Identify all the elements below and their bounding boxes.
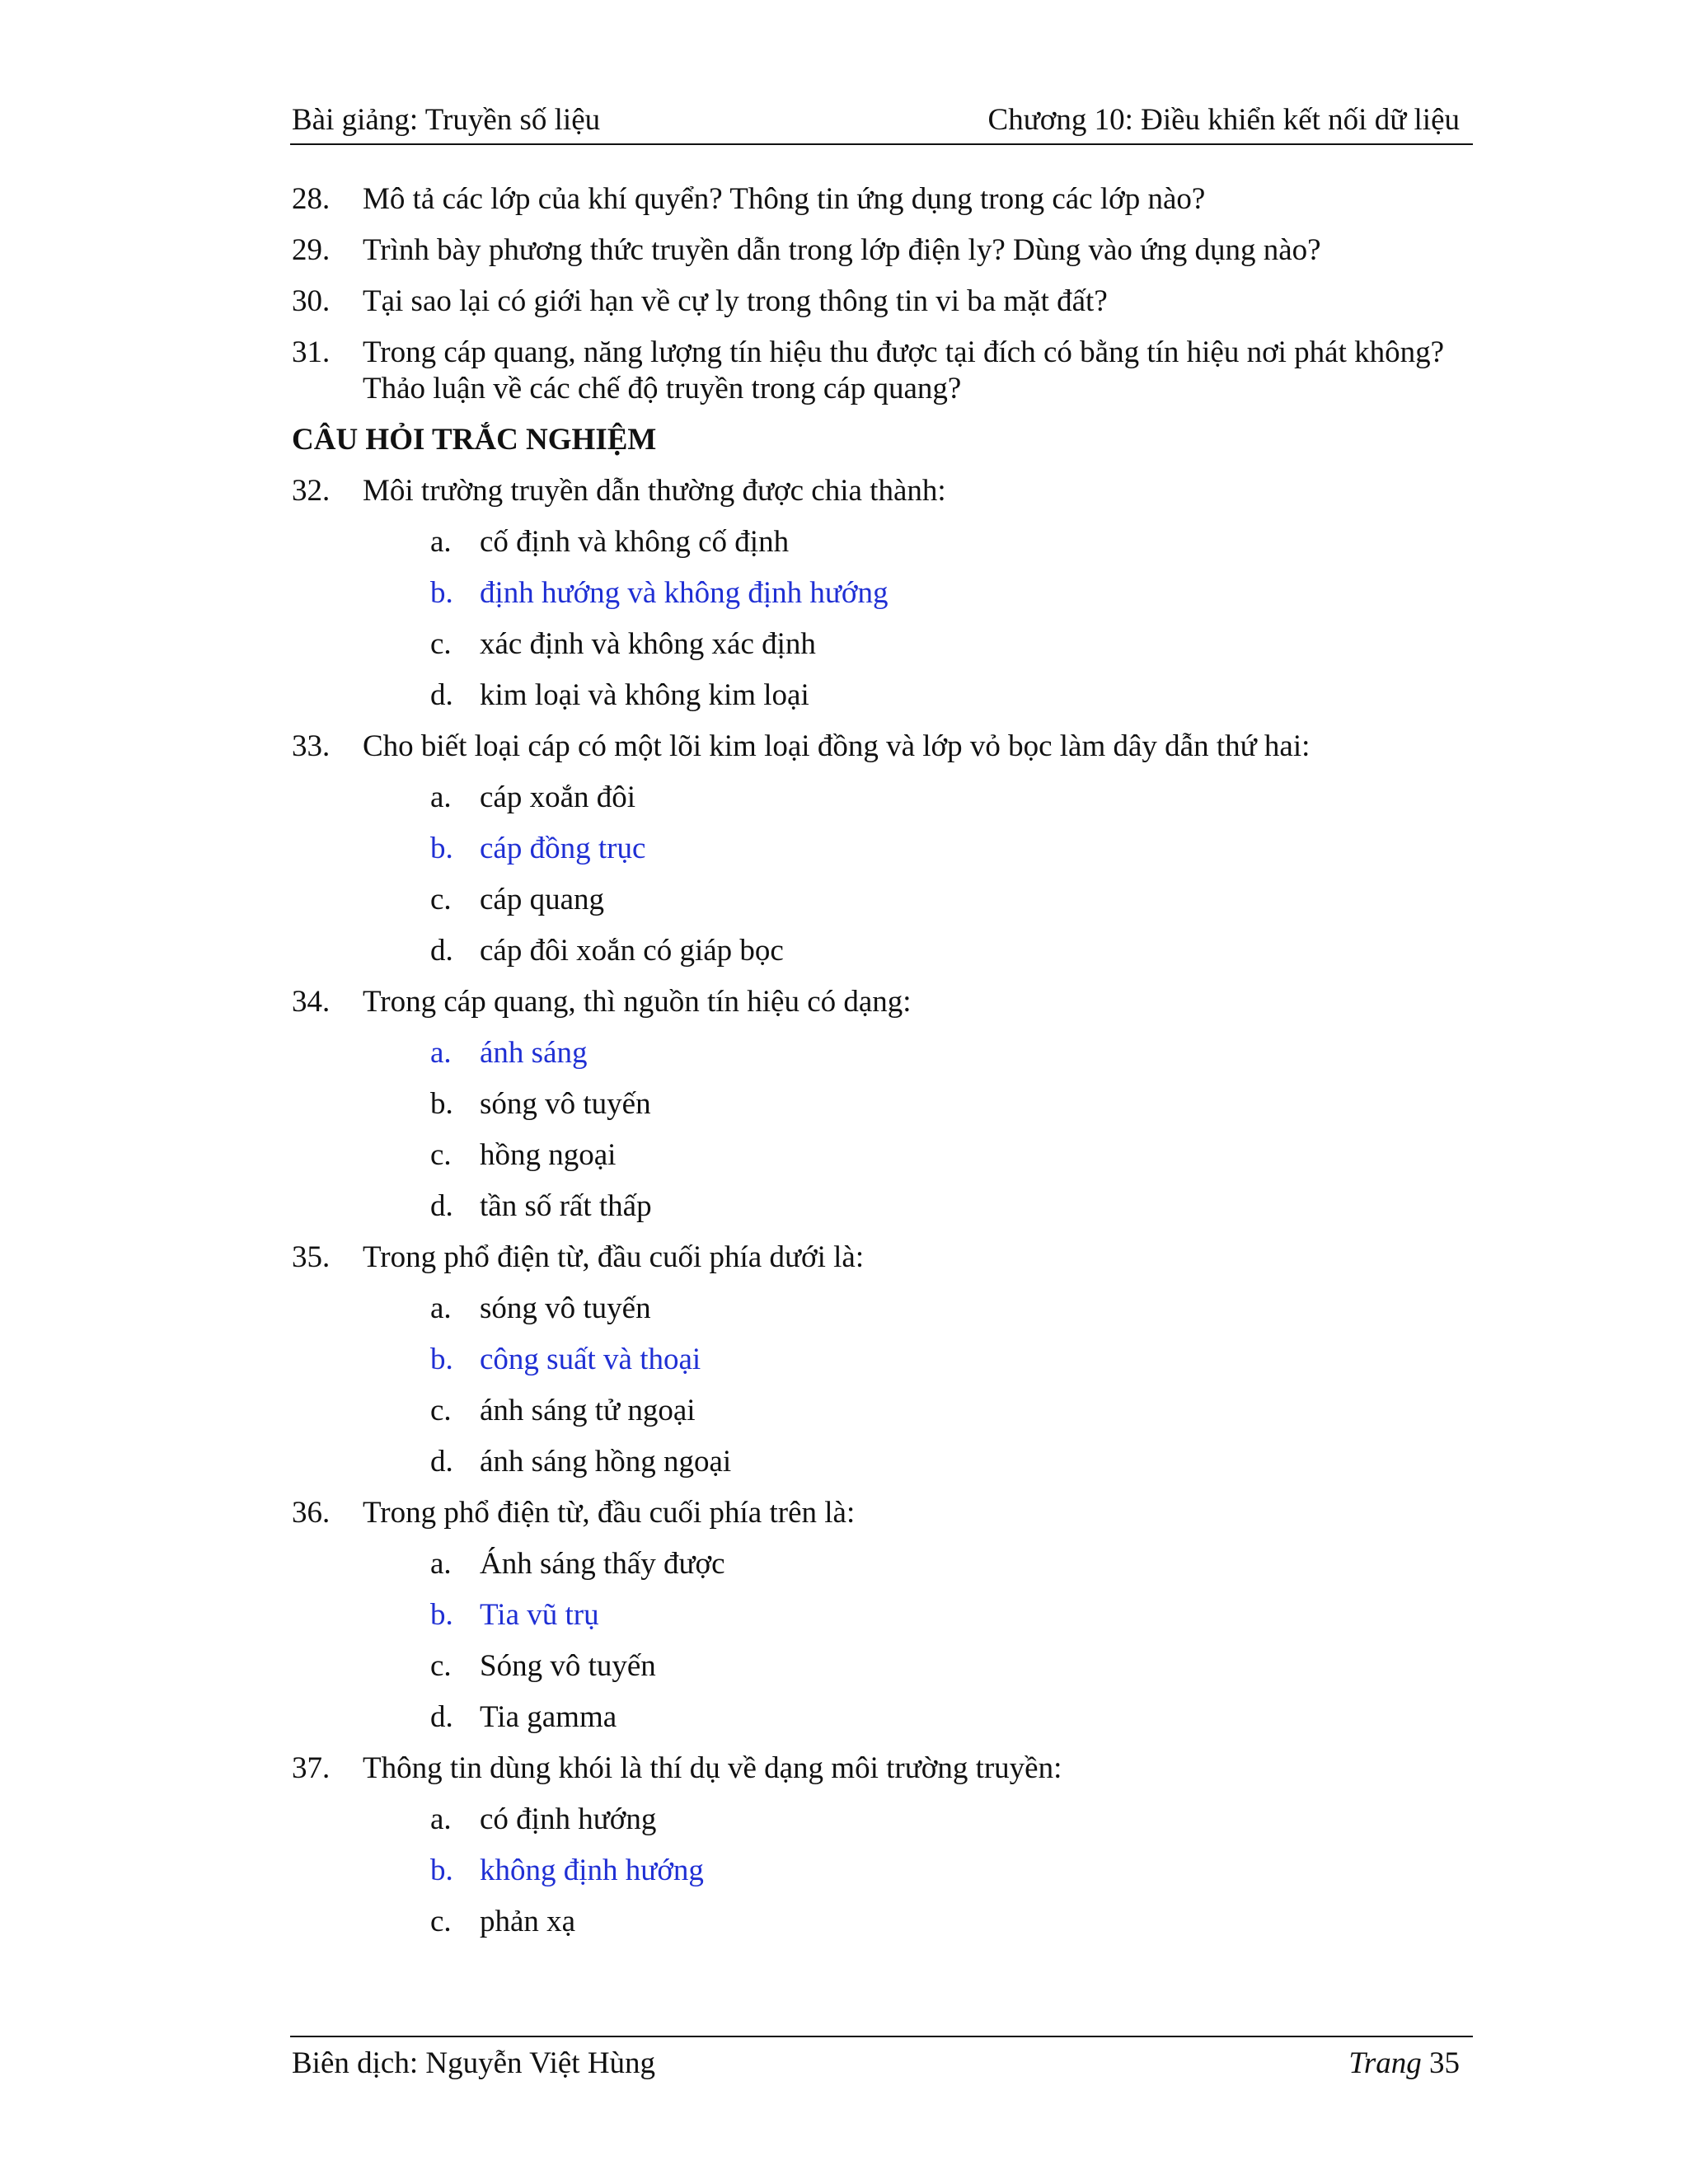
option-letter: b.	[430, 1854, 453, 1887]
mc-question	[290, 1750, 1473, 1787]
option-letter: d.	[430, 934, 453, 968]
answer-option-correct	[290, 831, 1473, 867]
question-number: 37.	[292, 1751, 331, 1785]
option-text: ánh sáng	[480, 1036, 588, 1070]
option-letter: b.	[430, 832, 453, 865]
option-letter: c.	[430, 883, 452, 916]
answer-option	[290, 524, 1473, 560]
option-letter: c.	[430, 1649, 452, 1683]
option-text: ánh sáng tử ngoại	[480, 1394, 696, 1427]
page-word: Trang	[1348, 2046, 1422, 2080]
answer-option	[290, 1188, 1473, 1225]
question-text: Trình bày phương thức truyền dẫn trong lớp điện ly? Dùng vào ứng dụng nào?	[363, 233, 1321, 267]
answer-option-correct	[290, 1035, 1473, 1071]
option-letter: a.	[430, 1802, 452, 1836]
option-letter: c.	[430, 627, 452, 661]
option-letter: a.	[430, 780, 452, 814]
answer-option	[290, 1137, 1473, 1174]
mc-question	[290, 984, 1473, 1020]
option-letter: c.	[430, 1138, 452, 1172]
question-text: Thông tin dùng khói là thí dụ về dạng môi trường truyền:	[363, 1751, 1062, 1785]
answer-option	[290, 1393, 1473, 1429]
question-text: Trong cáp quang, thì nguồn tín hiệu có dạng:	[363, 985, 912, 1019]
option-letter: a.	[430, 1291, 452, 1325]
question-number: 31.	[292, 335, 331, 369]
answer-option	[290, 1802, 1473, 1838]
mc-question	[290, 473, 1473, 509]
answer-option	[290, 626, 1473, 663]
option-letter: b.	[430, 1343, 453, 1376]
option-letter: a.	[430, 1036, 452, 1070]
question-text: Trong phổ điện từ, đầu cuối phía trên là:	[363, 1496, 856, 1530]
question-text: Môi trường truyền dẫn thường được chia thành:	[363, 474, 946, 508]
option-letter: b.	[430, 1087, 453, 1121]
question-number: 29.	[292, 233, 331, 267]
question-number: 30.	[292, 284, 331, 318]
option-text: sóng vô tuyến	[480, 1087, 651, 1121]
option-text: xác định và không xác định	[480, 627, 816, 661]
answer-option-correct	[290, 1597, 1473, 1633]
option-text: Ánh sáng thấy được	[480, 1547, 725, 1581]
mc-question	[290, 729, 1473, 765]
option-letter: d.	[430, 1445, 453, 1479]
option-text: phản xạ	[480, 1905, 576, 1938]
mc-question	[290, 1495, 1473, 1531]
option-letter: a.	[430, 525, 452, 559]
answer-option-correct	[290, 575, 1473, 612]
question-text: Cho biết loại cáp có một lõi kim loại đồng và lớp vỏ bọc làm dây dẫn thứ hai:	[363, 729, 1311, 763]
header-course-title: Bài giảng: Truyền số liệu	[292, 103, 601, 137]
footer-translator: Biên dịch: Nguyễn Việt Hùng	[292, 2046, 656, 2080]
header-chapter-title: Chương 10: Điều khiển kết nối dữ liệu	[987, 103, 1460, 137]
option-text: tần số rất thấp	[480, 1189, 652, 1223]
option-letter: d.	[430, 1700, 453, 1734]
option-letter: c.	[430, 1905, 452, 1938]
option-text: không định hướng	[480, 1854, 704, 1887]
page-number-label	[1348, 2046, 1460, 2081]
mc-question	[290, 1240, 1473, 1276]
option-text: Tia gamma	[480, 1700, 617, 1734]
page-number: 35	[1429, 2046, 1460, 2080]
option-text: Tia vũ trụ	[480, 1598, 599, 1632]
answer-option-correct	[290, 1342, 1473, 1378]
option-text: có định hướng	[480, 1802, 657, 1836]
question-number: 36.	[292, 1496, 331, 1530]
open-question	[290, 335, 1473, 407]
option-text: cáp xoắn đôi	[480, 780, 636, 814]
option-text: ánh sáng hồng ngoại	[480, 1445, 732, 1479]
option-text: định hướng và không định hướng	[480, 576, 889, 610]
answer-option	[290, 1291, 1473, 1327]
option-text: công suất và thoại	[480, 1343, 701, 1376]
answer-option	[290, 1904, 1473, 1940]
option-letter: c.	[430, 1394, 452, 1427]
page-content	[290, 181, 1473, 1955]
answer-option	[290, 677, 1473, 714]
answer-option-correct	[290, 1853, 1473, 1889]
option-text: hồng ngoại	[480, 1138, 617, 1172]
option-text: cáp đôi xoắn có giáp bọc	[480, 934, 784, 968]
answer-option	[290, 1546, 1473, 1582]
question-text: Tại sao lại có giới hạn về cự ly trong thông tin vi ba mặt đất?	[363, 284, 1108, 318]
answer-option	[290, 780, 1473, 816]
page-header	[290, 97, 1473, 145]
question-text: Trong phổ điện từ, đầu cuối phía dưới là:	[363, 1240, 865, 1274]
answer-option	[290, 882, 1473, 918]
answer-option	[290, 1086, 1473, 1122]
option-letter: d.	[430, 678, 453, 712]
option-text: cáp đồng trục	[480, 832, 646, 865]
answer-option	[290, 1444, 1473, 1480]
question-number: 32.	[292, 474, 331, 508]
open-question	[290, 232, 1473, 269]
answer-option	[290, 1699, 1473, 1736]
open-question	[290, 284, 1473, 320]
option-text: kim loại và không kim loại	[480, 678, 809, 712]
question-number: 34.	[292, 985, 331, 1019]
page-footer	[290, 2036, 1473, 2087]
question-number: 35.	[292, 1240, 331, 1274]
question-number: 33.	[292, 729, 331, 763]
question-number: 28.	[292, 182, 331, 216]
answer-option	[290, 933, 1473, 969]
open-question	[290, 181, 1473, 218]
option-text: sóng vô tuyến	[480, 1291, 651, 1325]
option-letter: b.	[430, 1598, 453, 1632]
question-text: Trong cáp quang, năng lượng tín hiệu thu được tại đích có bằng tín hiệu nơi phát không? Thảo luận về các chế độ truyền trong cáp quang?	[363, 335, 1445, 405]
answer-option	[290, 1648, 1473, 1685]
question-text: Mô tả các lớp của khí quyển? Thông tin ứng dụng trong các lớp nào?	[363, 182, 1206, 216]
option-text: cáp quang	[480, 883, 605, 916]
option-letter: a.	[430, 1547, 452, 1581]
option-text: Sóng vô tuyến	[480, 1649, 656, 1683]
option-text: cố định và không cố định	[480, 525, 790, 559]
option-letter: b.	[430, 576, 453, 610]
section-title: CÂU HỎI TRẮC NGHIỆM	[292, 423, 657, 457]
option-letter: d.	[430, 1189, 453, 1223]
